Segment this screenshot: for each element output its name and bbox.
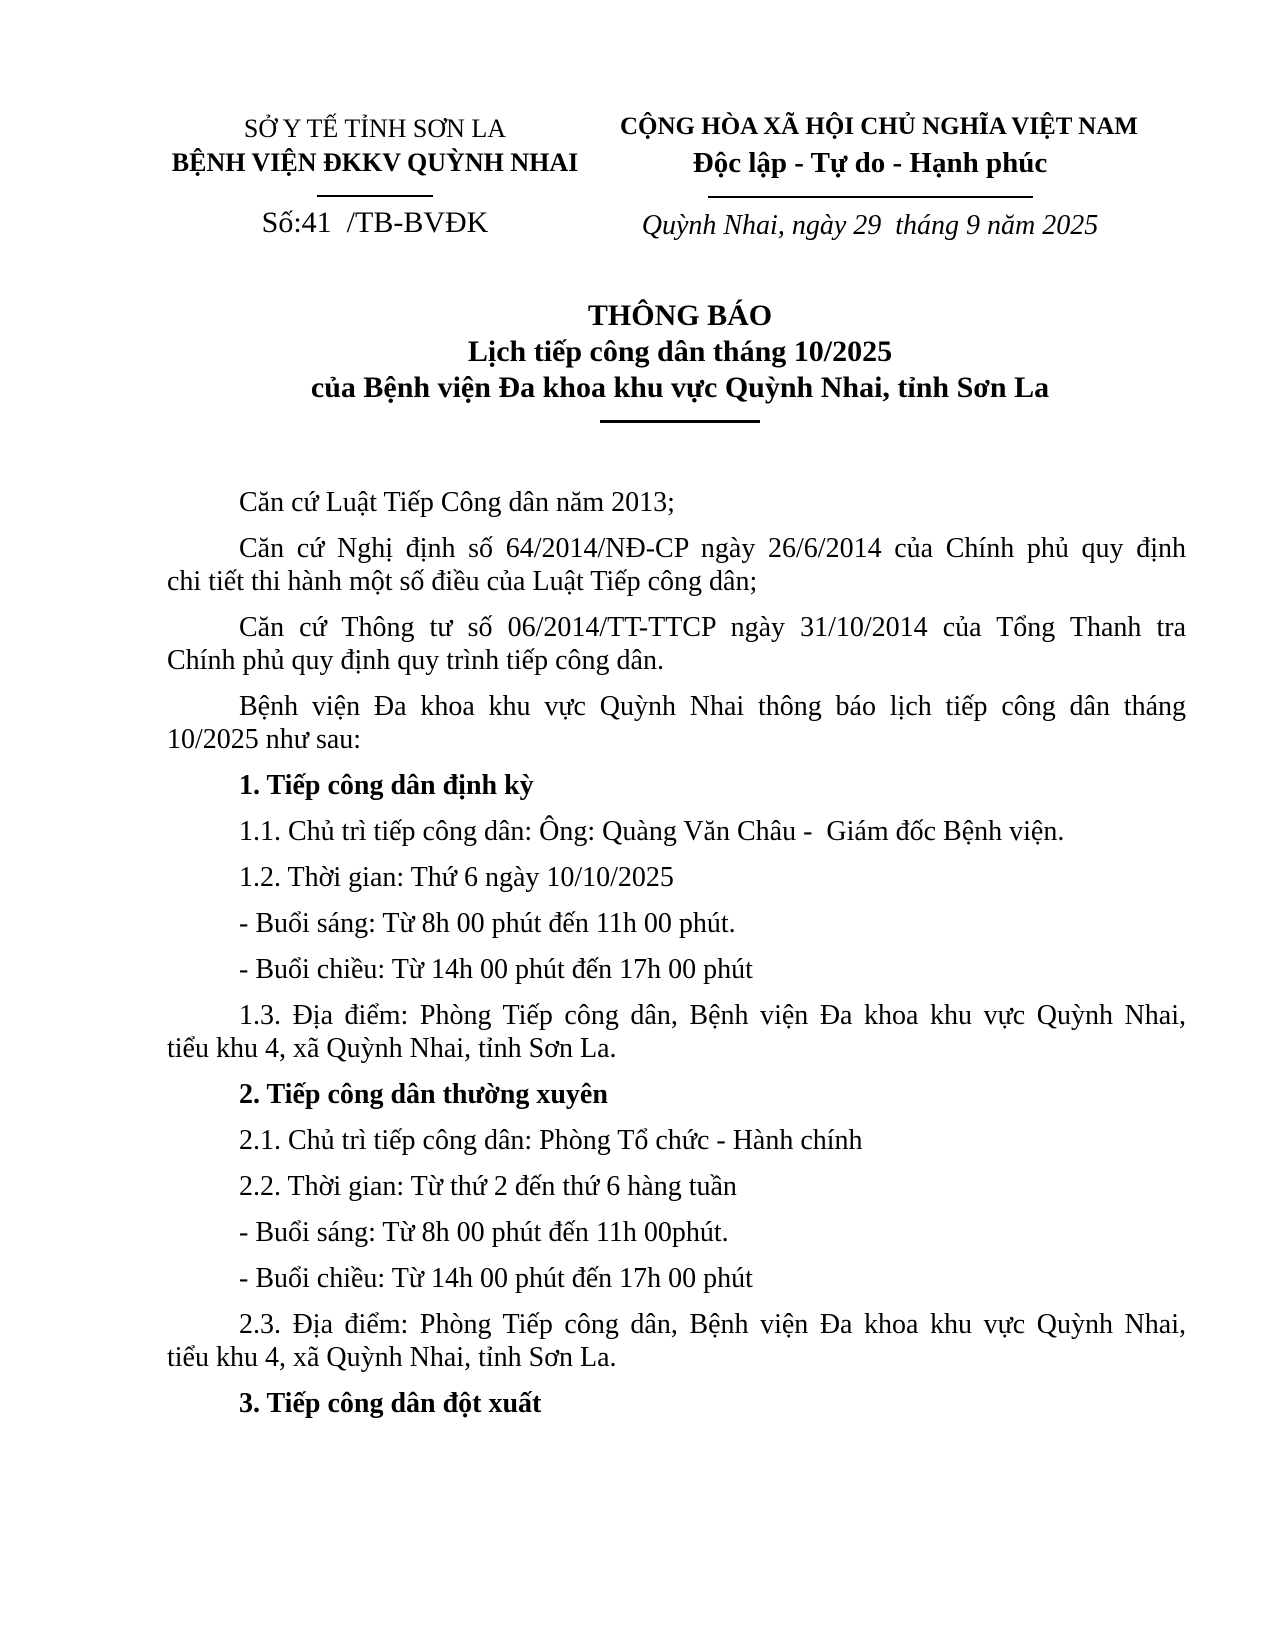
paragraph-announcement (167, 690, 1186, 756)
paragraph-line: tiểu khu 4, xã Quỳnh Nhai, tỉnh Sơn La. (167, 1033, 617, 1064)
paragraph-1-2-time (167, 861, 1186, 894)
section-heading-2 (167, 1078, 1186, 1111)
paragraph-line: 1. Tiếp công dân định kỳ (239, 770, 534, 801)
paragraph-line: Căn cứ Nghị định số 64/2014/NĐ-CP ngày 26/6/2014 của Chính phủ quy định (239, 533, 1186, 564)
paragraph-line: 2.2. Thời gian: Từ thứ 2 đến thứ 6 hàng tuần (239, 1171, 737, 1202)
issuing-authority-block (170, 112, 580, 241)
notice-title: THÔNG BÁO (587, 299, 773, 332)
paragraph-legal-basis-2 (167, 532, 1186, 598)
national-motto: Độc lập - Tự do - Hạnh phúc (692, 147, 1048, 179)
right-header-divider (708, 196, 1033, 198)
paragraph-line: Bệnh viện Đa khoa khu vực Quỳnh Nhai thông báo lịch tiếp công dân tháng (239, 691, 1186, 722)
section-heading-3 (167, 1387, 1186, 1420)
paragraph-line: Chính phủ quy định quy trình tiếp công dân. (167, 645, 664, 676)
paragraph-line: 1.1. Chủ trì tiếp công dân: Ông: Quàng Văn Châu - Giám đốc Bệnh viện. (239, 816, 1065, 847)
paragraph-line: 1.2. Thời gian: Thứ 6 ngày 10/10/2025 (239, 862, 674, 893)
paragraph-1-morning (167, 907, 1186, 940)
paragraph-line: 2.3. Địa điểm: Phòng Tiếp công dân, Bệnh viện Đa khoa khu vực Quỳnh Nhai, (239, 1309, 1186, 1340)
paragraph-legal-basis-1 (167, 486, 1186, 519)
paragraph-line: tiểu khu 4, xã Quỳnh Nhai, tỉnh Sơn La. (167, 1342, 617, 1373)
paragraph-line: 1.3. Địa điểm: Phòng Tiếp công dân, Bệnh viện Đa khoa khu vực Quỳnh Nhai, (239, 1000, 1186, 1031)
document-body (167, 486, 1186, 1433)
paragraph-line: Căn cứ Thông tư số 06/2014/TT-TTCP ngày 31/10/2014 của Tổng Thanh tra (239, 612, 1186, 643)
paragraph-line: chi tiết thi hành một số điều của Luật Tiếp công dân; (167, 566, 758, 597)
paragraph-2-2-time (167, 1170, 1186, 1203)
paragraph-line: 2.1. Chủ trì tiếp công dân: Phòng Tổ chức - Hành chính (239, 1125, 863, 1156)
notice-title-block (167, 298, 1193, 423)
paragraph-line: 10/2025 như sau: (167, 724, 362, 755)
paragraph-line: Căn cứ Luật Tiếp Công dân năm 2013; (239, 487, 675, 518)
notice-subtitle-schedule: Lịch tiếp công dân tháng 10/2025 (467, 335, 893, 368)
paragraph-line: - Buổi chiều: Từ 14h 00 phút đến 17h 00 phút (239, 1263, 753, 1294)
national-header-block (620, 110, 1138, 244)
title-divider (600, 420, 760, 423)
paragraph-1-3-location (167, 999, 1186, 1065)
paragraph-line: - Buổi sáng: Từ 8h 00 phút đến 11h 00phút. (239, 1217, 729, 1248)
paragraph-1-afternoon (167, 953, 1186, 986)
paragraph-2-1-chair (167, 1124, 1186, 1157)
paragraph-2-morning (167, 1216, 1186, 1249)
paragraph-legal-basis-3 (167, 611, 1186, 677)
national-title: CỘNG HÒA XÃ HỘI CHỦ NGHĨA VIỆT NAM (620, 113, 1138, 140)
paragraph-line: - Buổi sáng: Từ 8h 00 phút đến 11h 00 phút. (239, 908, 736, 939)
hospital-name: BỆNH VIỆN ĐKKV QUỲNH NHAI (171, 148, 579, 177)
notice-subtitle-hospital: của Bệnh viện Đa khoa khu vực Quỳnh Nhai, tỉnh Sơn La (310, 371, 1050, 404)
paragraph-2-3-location (167, 1308, 1186, 1374)
document-number: Số:41 /TB-BVĐK (261, 206, 489, 239)
paragraph-1-1-chair (167, 815, 1186, 848)
paragraph-line: 2. Tiếp công dân thường xuyên (239, 1079, 608, 1110)
paragraph-line: 3. Tiếp công dân đột xuất (239, 1388, 542, 1419)
section-heading-1 (167, 769, 1186, 802)
paragraph-line: - Buổi chiều: Từ 14h 00 phút đến 17h 00 phút (239, 954, 753, 985)
left-header-divider (317, 195, 433, 197)
paragraph-2-afternoon (167, 1262, 1186, 1295)
parent-agency-name: SỞ Y TẾ TỈNH SƠN LA (243, 114, 507, 143)
place-date-line: Quỳnh Nhai, ngày 29 tháng 9 năm 2025 (641, 210, 1099, 241)
